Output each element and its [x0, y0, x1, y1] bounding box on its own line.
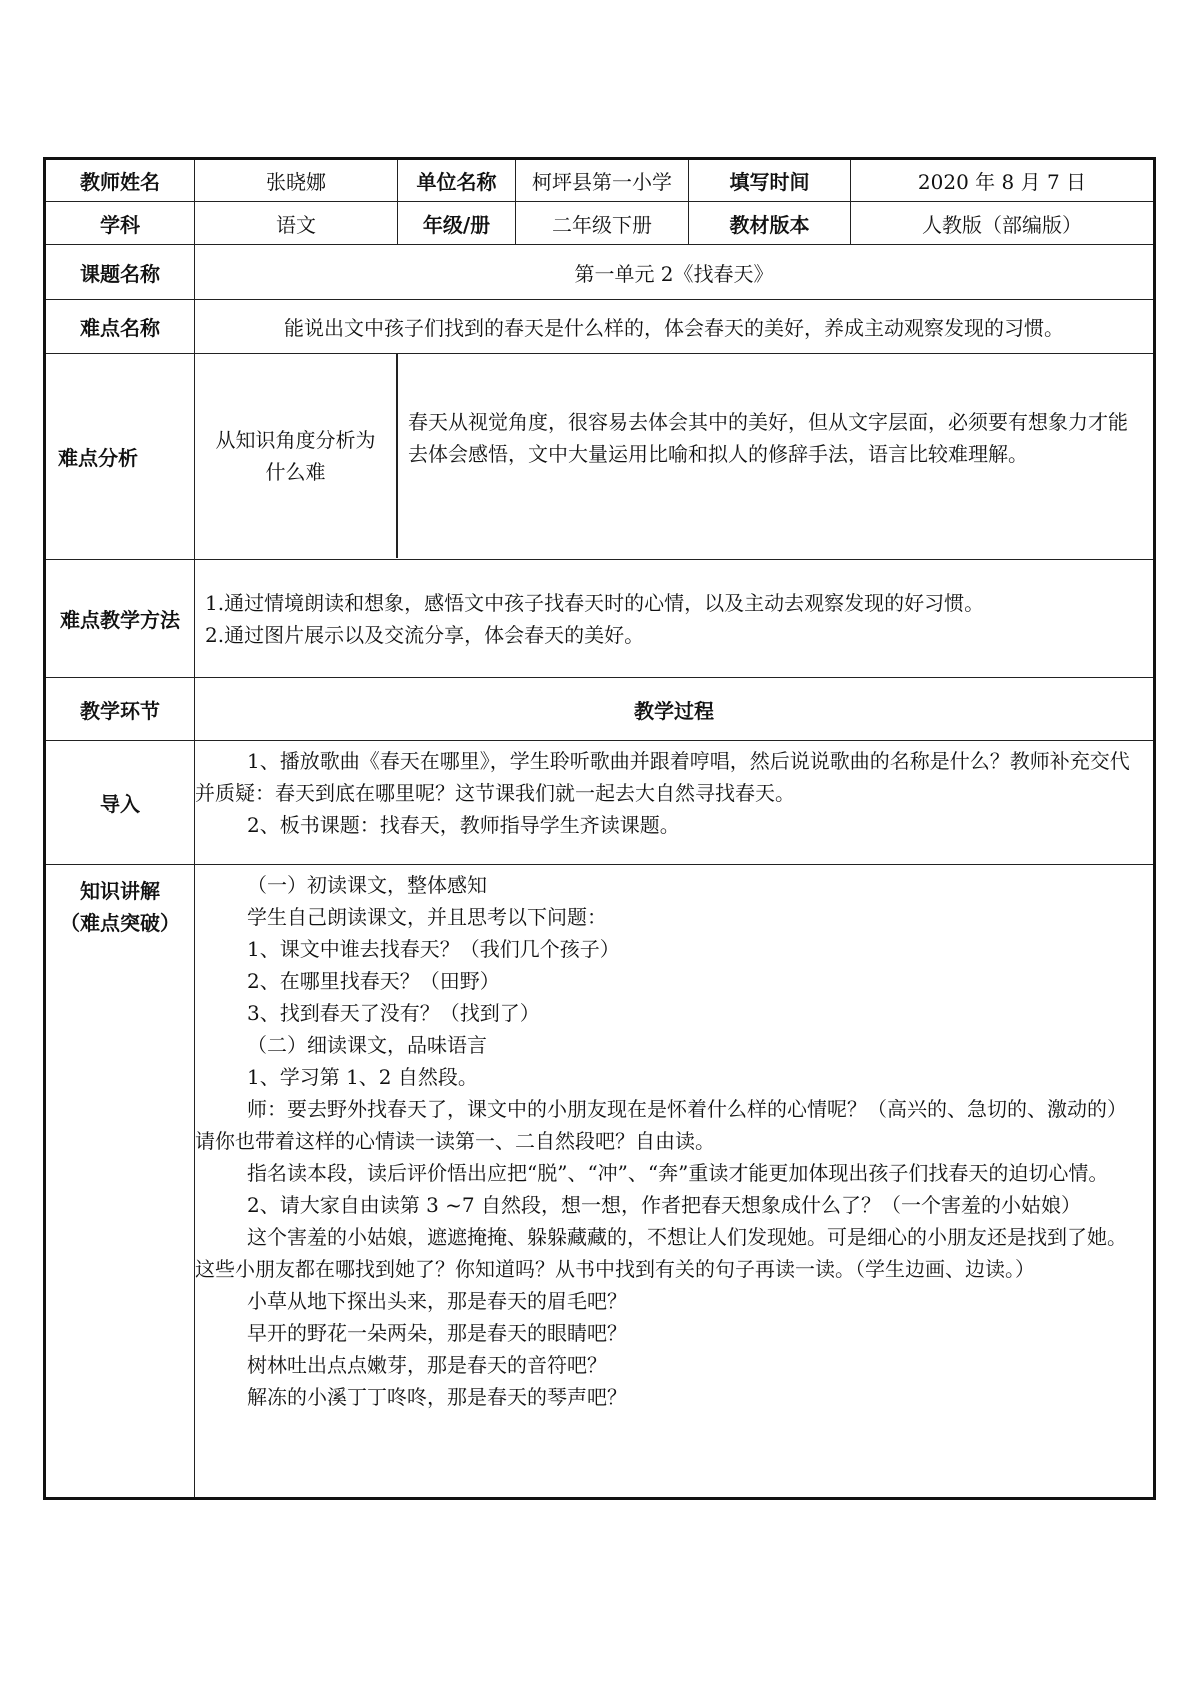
topic-label: 课题名称	[45, 245, 195, 300]
lesson-plan-sheet	[43, 157, 1153, 1500]
knowledge-line-6: （二）细读课文，品味语言	[247, 1033, 487, 1057]
intro-label: 导入	[45, 741, 195, 865]
knowledge-tail-line-2: 早开的野花一朵两朵，那是春天的眼睛吧？	[247, 1321, 627, 1345]
topic-row	[45, 245, 1155, 300]
lesson-plan-table	[43, 157, 1156, 1500]
method-line-1: 1.通过情境朗读和想象，感悟文中孩子找春天时的心情，以及主动去观察发现的好习惯。	[205, 590, 985, 615]
analysis-inner-table	[195, 354, 1153, 558]
knowledge-tail-line-1: 小草从地下探出头来，那是春天的眉毛吧？	[247, 1289, 627, 1313]
analysis-row	[45, 354, 1155, 560]
knowledge-line-2: 学生自己朗读课文，并且思考以下问题：	[247, 905, 607, 929]
knowledge-tail-line-3: 树林吐出点点嫩芽，那是春天的音符吧？	[247, 1353, 607, 1377]
fill-date-label: 填写时间	[689, 159, 851, 202]
knowledge-content	[195, 865, 1155, 1499]
edition-label: 教材版本	[689, 202, 851, 245]
difficulty-label: 难点名称	[45, 300, 195, 354]
process-stage-header: 教学环节	[45, 678, 195, 741]
method-row	[45, 560, 1155, 678]
knowledge-paragraph-2: 指名读本段，读后评价悟出应把“脱”、“冲”、“奔”重读才能更加体现出孩子们找春天的迫切心情。	[247, 1161, 1109, 1185]
process-header-row	[45, 678, 1155, 741]
knowledge-line-7: 1、学习第 1、2 自然段。	[247, 1065, 478, 1089]
knowledge-label-line-1: 知识讲解	[80, 879, 160, 903]
fill-date-value: 2020 年 8 月 7 日	[851, 159, 1155, 202]
knowledge-line-4: 2、在哪里找春天？（田野）	[247, 969, 500, 993]
process-detail-header: 教学过程	[195, 678, 1155, 741]
knowledge-paragraph-1: 师：要去野外找春天了，课文中的小朋友现在是怀着什么样的心情呢？（高兴的、急切的、激动的）请你也带着这样的心情读一读第一、二自然段吧？自由读。	[195, 1097, 1127, 1153]
knowledge-label-line-2: （难点突破）	[60, 911, 180, 935]
analysis-label: 难点分析	[45, 354, 195, 560]
knowledge-paragraph-3: 2、请大家自由读第 3 ~7 自然段，想一想，作者把春天想象成什么了？（一个害羞的小姑娘）	[247, 1193, 1082, 1217]
intro-content	[195, 741, 1155, 865]
topic-value: 第一单元 2《找春天》	[195, 245, 1155, 300]
subject-label: 学科	[45, 202, 195, 245]
subject-value: 语文	[195, 202, 398, 245]
header-row-2	[45, 202, 1155, 245]
analysis-sub-label: 从知识角度分析为什么难	[195, 354, 397, 558]
method-content	[195, 560, 1155, 678]
teacher-name-value: 张晓娜	[195, 159, 398, 202]
grade-label: 年级/册	[398, 202, 516, 245]
knowledge-line-3: 1、课文中谁去找春天？（我们几个孩子）	[247, 937, 620, 961]
knowledge-tail-line-4: 解冻的小溪丁丁咚咚，那是春天的琴声吧？	[247, 1385, 627, 1409]
knowledge-label	[45, 865, 195, 1499]
difficulty-row	[45, 300, 1155, 354]
unit-name-label: 单位名称	[398, 159, 516, 202]
analysis-content	[195, 354, 1155, 560]
teacher-name-label: 教师姓名	[45, 159, 195, 202]
grade-value: 二年级下册	[516, 202, 689, 245]
analysis-text: 春天从视觉角度，很容易去体会其中的美好，但从文字层面，必须要有想象力才能去体会感悟，文中大量运用比喻和拟人的修辞手法，语言比较难理解。	[408, 410, 1128, 466]
intro-row	[45, 741, 1155, 865]
edition-value: 人教版（部编版）	[851, 202, 1155, 245]
difficulty-value: 能说出文中孩子们找到的春天是什么样的，体会春天的美好，养成主动观察发现的习惯。	[195, 300, 1155, 354]
method-line-2: 2.通过图片展示以及交流分享，体会春天的美好。	[205, 622, 645, 647]
knowledge-paragraph-4: 这个害羞的小姑娘，遮遮掩掩、躲躲藏藏的，不想让人们发现她。可是细心的小朋友还是找到了她。这些小朋友都在哪找到她了？你知道吗？从书中找到有关的句子再读一读。（学生边画、边读。）	[195, 1225, 1127, 1281]
header-row-1	[45, 159, 1155, 202]
unit-name-value: 柯坪县第一小学	[516, 159, 689, 202]
knowledge-line-1: （一）初读课文，整体感知	[247, 873, 487, 897]
intro-paragraph-2: 2、板书课题：找春天，教师指导学生齐读课题。	[247, 813, 680, 837]
intro-paragraph-1: 1、播放歌曲《春天在哪里》，学生聆听歌曲并跟着哼唱，然后说说歌曲的名称是什么？教师补充交代并质疑：春天到底在哪里呢？这节课我们就一起去大自然寻找春天。	[195, 749, 1130, 805]
knowledge-row	[45, 865, 1155, 1499]
knowledge-line-5: 3、找到春天了没有？（找到了）	[247, 1001, 540, 1025]
method-label: 难点教学方法	[45, 560, 195, 678]
